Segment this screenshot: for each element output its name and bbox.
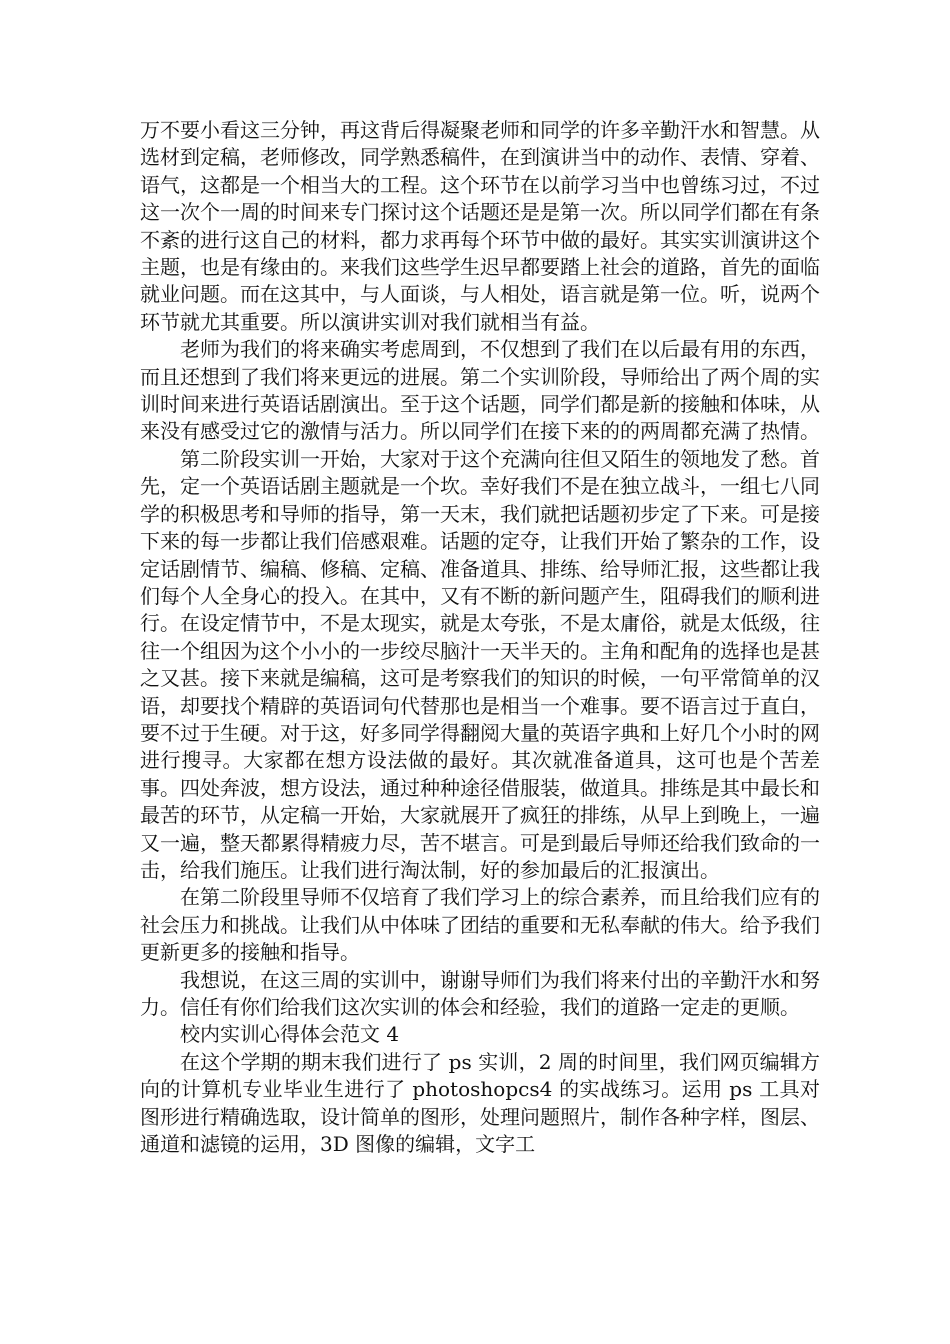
paragraph-speech-training: 万不要小看这三分钟，再这背后得凝聚老师和同学的许多辛勤汗水和智慧。从选材到定稿，老师修改，同学熟悉稿件，在到演讲当中的动作、表情、穿着、语气，这都是一个相当大的工程。这个环节在以前学习当中也曾练习过，不过这一次个一周的时间来专门探讨这个话题还是是第一次。所以同学们都在有条不紊的进行这自己的材料，都力求再每个环节中做的最好。其实实训演讲这个主题，也是有缘由的。来我们这些学生迟早都要踏上社会的道路，首先的面临就业问题。而在这其中，与人面谈，与人相处，语言就是第一位。听，说两个环节就尤其重要。所以演讲实训对我们就相当有益。 [140, 118, 820, 334]
document-page [140, 117, 820, 1158]
paragraph-teacher-consideration: 老师为我们的将来确实考虑周到，不仅想到了我们在以后最有用的东西，而且还想到了我们将来更远的进展。第二个实训阶段，导师给出了两个周的实训时间来进行英语话剧演出。至于这个话题，同学们都是新的接触和体味，从来没有感受过它的激情与活力。所以同学们在接下来的的两周都充满了热情。 [140, 337, 820, 444]
paragraph-second-stage: 第二阶段实训一开始，大家对于这个充满向往但又陌生的领地发了愁。首先，定一个英语话剧主题就是一个坎。幸好我们不是在独立战斗，一组七八同学的积极思考和导师的指导，第一天末，我们就把话题初步定了下来。可是接下来的每一步都让我们倍感艰难。话题的定夺，让我们开始了繁杂的工作，设定话剧情节、编稿、修稿、定稿、准备道具、排练、给导师汇报，这些都让我们每个人全身心的投入。在其中，又有不断的新问题产生，阻碍我们的顺利进行。在设定情节中，不是太现实，就是太夸张，不是太庸俗，就是太低级，往往一个组因为这个小小的一步绞尽脑汁一天半天的。主角和配角的选择也是甚之又甚。接下来就是编稿，这可是考察我们的知识的时候，一句平常简单的汉语，却要找个精辟的英语词句代替那也是相当一个难事。要不语言过于直白，要不过于生硬。对于这，好多同学得翻阅大量的英语字典和上好几个小时的网进行搜寻。大家都在想方设法做的最好。其次就准备道具，这可也是个苦差事。四处奔波，想方设法，通过种种途径借服装，做道具。排练是其中最长和最苦的环节，从定稿一开始，大家就展开了疯狂的排练，从早上到晚上，一遍又一遍，整天都累得精疲力尽，苦不堪言。可是到最后导师还给我们致命的一击，给我们施压。让我们进行淘汰制，好的参加最后的汇报演出。 [140, 446, 820, 882]
section-heading: 校内实训心得体会范文 4 [180, 1022, 400, 1047]
paragraph-second-stage-summary: 在第二阶段里导师不仅培育了我们学习上的综合素养，而且给我们应有的社会压力和挑战。让我们从中体味了团结的重要和无私奉献的伟大。给予我们更新更多的接触和指导。 [140, 885, 820, 965]
paragraph-ps-training: 在这个学期的期末我们进行了 ps 实训，2 周的时间里，我们网页编辑方向的计算机专业毕业生进行了 photoshopcs4 的实战练习。运用 ps 工具对图形进行精确选取，设计简单的图形，处理问题照片，制作各种字样，图层、通道和滤镜的运用，3D 图像的编辑，文字工 [140, 1049, 820, 1157]
paragraph-gratitude: 我想说，在这三周的实训中，谢谢导师们为我们将来付出的辛勤汗水和努力。信任有你们给我们这次实训的体会和经验，我们的道路一定走的更顺。 [140, 967, 820, 1019]
